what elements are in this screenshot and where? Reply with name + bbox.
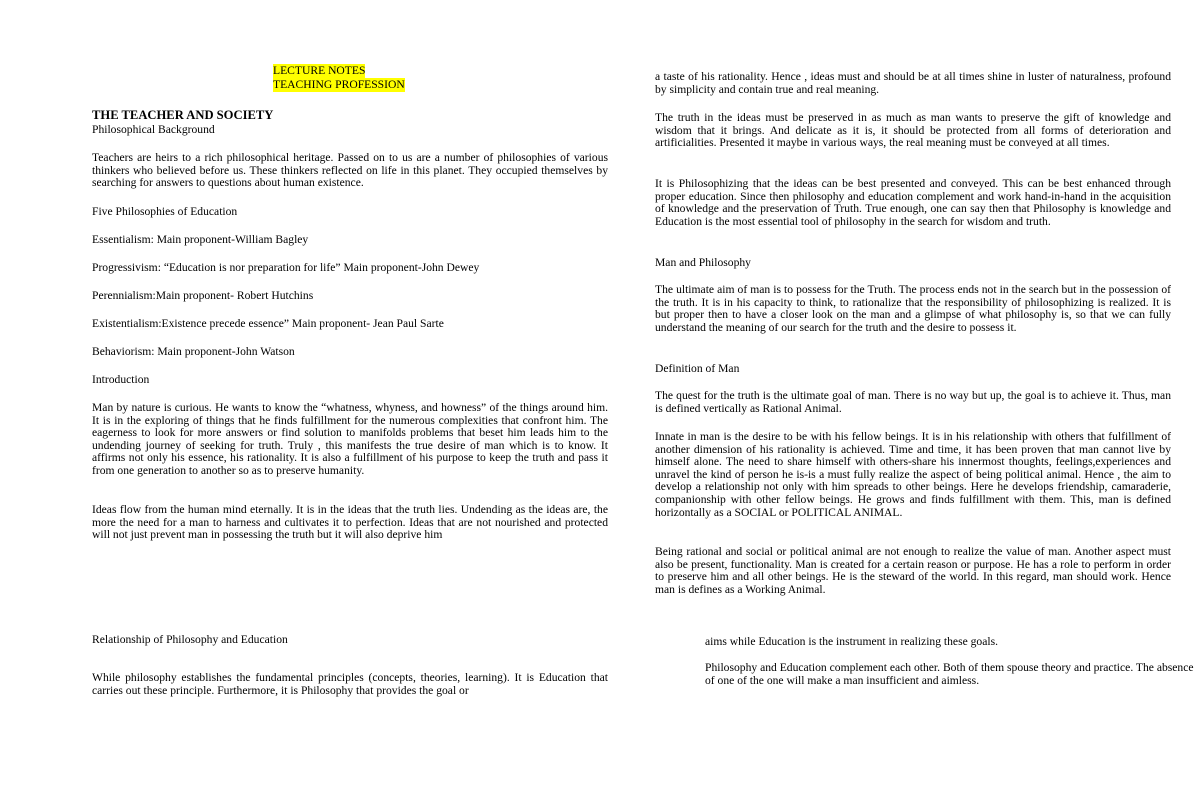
paragraph-aims-education: aims while Education is the instrument in realizing these goals. [705, 635, 998, 648]
definition-of-man-heading: Definition of Man [655, 362, 740, 375]
introduction-heading: Introduction [92, 373, 150, 386]
header-title-block [273, 64, 405, 92]
paragraph-ideas-flow: Ideas flow from the human mind eternally. It is in the ideas that the truth lies. Undending as the ideas are, the more the need for a man to harness and cultivates it to perfection. Ideas that are not nourished and protected will not just prevent man in possessing the truth but it will also deprive him [92, 503, 608, 542]
section-title-teacher-society: THE TEACHER AND SOCIETY [92, 108, 274, 122]
paragraph-complement: Philosophy and Education complement each other. Both of them spouse theory and practice. The absence of one of the one will make a man insufficient and aimless. [705, 661, 1194, 687]
paragraph-truth-preserved: The truth in the ideas must be preserved in as much as man wants to preserve the gift of knowledge and wisdom that it brings. And delicate as it is, it should be protected from all forms of deterioration and artificialities. Presented it maybe in various ways, the real meaning must be conveyed at all times. [655, 111, 1171, 150]
man-and-philosophy-heading: Man and Philosophy [655, 256, 751, 269]
paragraph-philosophizing: It is Philosophizing that the ideas can be best presented and conveyed. This can be best enhanced through proper education. Since then philosophy and education complement and work hand-in-hand in the acquisition of knowledge and the preservation of Truth. True enough, one can say then that Philosophy is knowledge and Education is the most essential tool of philosophy in the search for wisdom and truth. [655, 177, 1171, 228]
subtitle-philosophical-background: Philosophical Background [92, 123, 215, 136]
item-existentialism: Existentialism:Existence precede essence” Main proponent- Jean Paul Sarte [92, 317, 444, 330]
paragraph-innate-man: Innate in man is the desire to be with his fellow beings. It is in his relationship with others that fulfillment of another dimension of his rationality is achieved. Time and time, it has been proven that man cannot live by himself alone. The need to share himself with others-share his innermost thoughts, feelings,experiences and unravel the kind of person he is-is a must fully realize the aspect of being political animal. Hence , the aim to develop a relationship not only with him spreads to other beings. Here he develops friendship, camaraderie, companionship with other fellow beings. He grows and finds fulfillment with them. This, man is defined horizontally as a SOCIAL or POLITICAL ANIMAL. [655, 430, 1171, 519]
paragraph-rational-social: Being rational and social or political animal are not enough to realize the value of man. Another aspect must also be present, functionality. Man is created for a certain reason or purpose. He has a role to perform in order to preserve him and all other beings. He is the steward of the world. In this regard, man should work. Hence man is defines as a Working Animal. [655, 545, 1171, 596]
paragraph-philosophy-establishes: While philosophy establishes the fundamental principles (concepts, theories, learning). It is Education that carries out these principle. Furthermore, it is Philosophy that provides the goal or [92, 671, 608, 697]
relationship-heading: Relationship of Philosophy and Education [92, 633, 288, 646]
five-philosophies-heading: Five Philosophies of Education [92, 205, 238, 218]
item-behaviorism: Behaviorism: Main proponent-John Watson [92, 345, 295, 358]
paragraph-quest-truth: The quest for the truth is the ultimate goal of man. There is no way but up, the goal is to achieve it. Thus, man is defined vertically as Rational Animal. [655, 389, 1171, 415]
item-perennialism: Perennialism:Main proponent- Robert Hutchins [92, 289, 314, 302]
item-progressivism: Progressivism: “Education is nor preparation for life” Main proponent-John Dewey [92, 261, 480, 274]
header-line-teaching-profession: TEACHING PROFESSION [273, 78, 405, 91]
header-line-lecture-notes: LECTURE NOTES [273, 64, 366, 77]
item-essentialism: Essentialism: Main proponent-William Bagley [92, 233, 309, 246]
paragraph-ultimate-aim: The ultimate aim of man is to possess for the Truth. The process ends not in the search but in the possession of the truth. It is in his capacity to think, to rationalize that the responsibility of philosophizing is realized. It is but proper then to have a closer look on the man and a glimpse of what philosophy is, so that we can fully understand the meaning of our search for the truth and the desire to possess it. [655, 283, 1171, 334]
paragraph-taste-rationality: a taste of his rationality. Hence , ideas must and should be at all times shine in luster of naturalness, profound by simplicity and contain true and real meaning. [655, 70, 1171, 96]
paragraph-heirs: Teachers are heirs to a rich philosophical heritage. Passed on to us are a number of philosophies of various thinkers who believed before us. These thinkers reflected on life in this planet. They occupied themselves by searching for answers to questions about human existence. [92, 151, 608, 190]
paragraph-man-curious: Man by nature is curious. He wants to know the “whatness, whyness, and howness” of the things around him. It is in the exploring of things that he finds fulfillment for the numerous complexities that confront him. The eagerness to look for more answers or find solution to manifolds problems that beset him leads him to the undending journey of seeking for truth. Truly , this manifests the true desire of man which is to know. It affirms not only his essence, his rationality. It is also a fulfillment of his purpose to keep the truth and pass it from one generation to another so as to preserve humanity. [92, 401, 608, 477]
